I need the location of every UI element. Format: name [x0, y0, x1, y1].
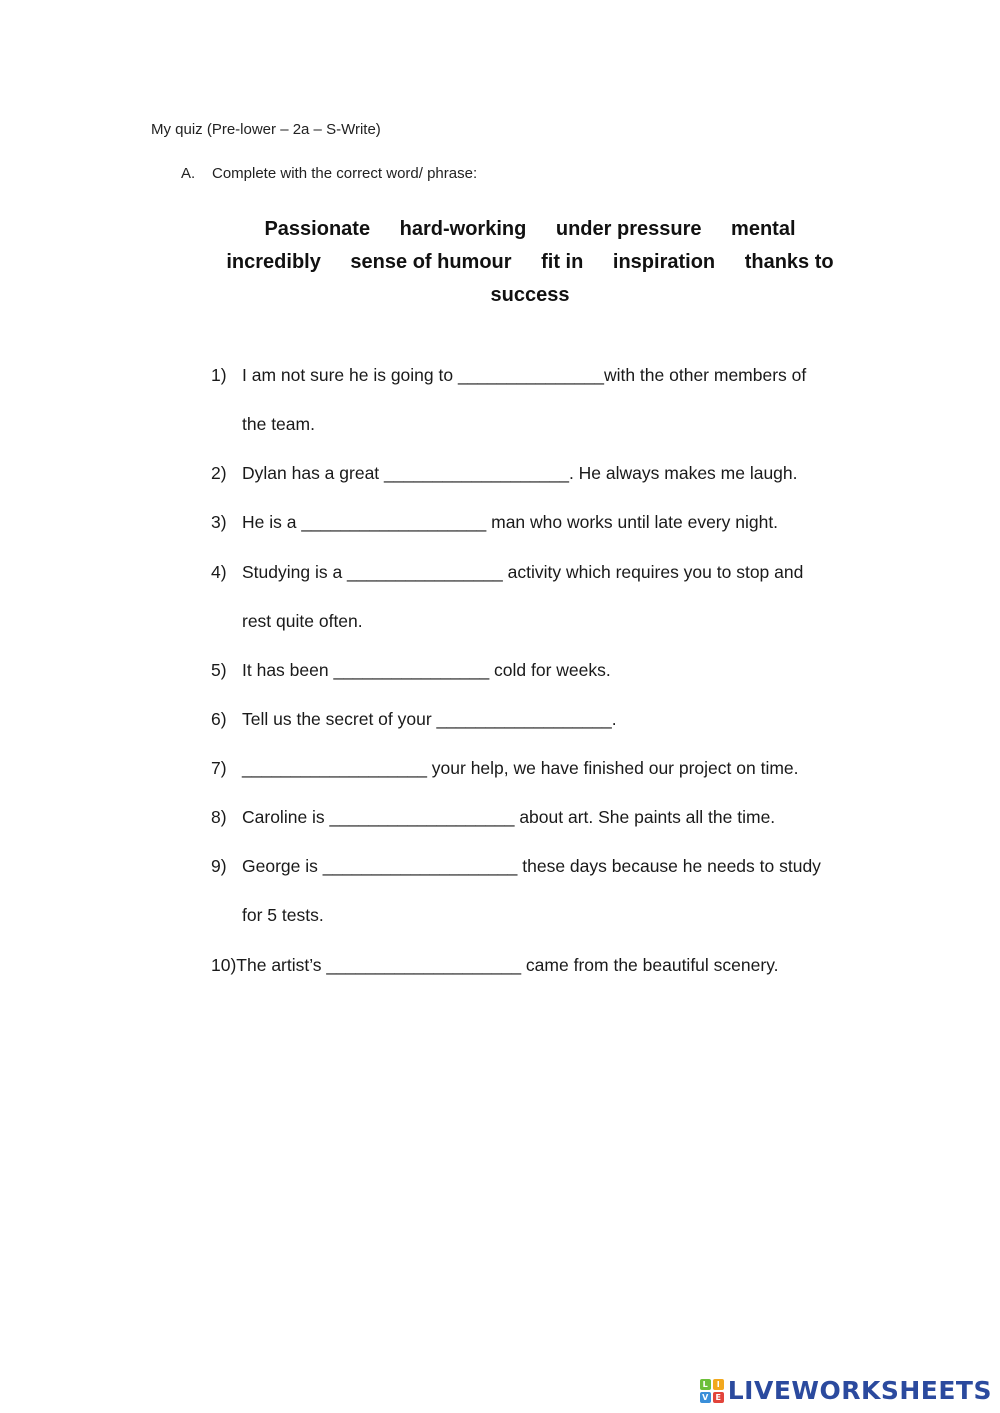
question-number: 7) — [211, 758, 227, 778]
question-10 — [211, 955, 851, 976]
logo-letter: E — [713, 1392, 724, 1403]
liveworksheets-logo — [700, 1376, 992, 1405]
logo-letter: V — [700, 1392, 711, 1403]
question-9 — [211, 856, 851, 877]
question-number: 2) — [211, 463, 227, 483]
word-bank-item: success — [490, 284, 570, 306]
logo-letter: L — [700, 1379, 711, 1390]
question-number: 10) — [211, 955, 237, 975]
word-bank-item: thanks to — [744, 251, 834, 273]
word-bank-item: incredibly — [226, 251, 321, 273]
question-text: It has been ________________ cold for weeks. — [242, 660, 611, 680]
question-number: 9) — [211, 856, 227, 876]
word-bank-item: inspiration — [612, 251, 716, 273]
word-bank-item: under pressure — [555, 218, 702, 240]
document-title: My quiz (Pre-lower – 2a – S-Write) — [151, 121, 381, 138]
word-bank-item: Passionate — [264, 218, 371, 240]
question-text: George is ____________________ these days because he needs to study — [242, 856, 821, 876]
question-9-continuation: for 5 tests. — [242, 905, 324, 925]
question-text: ___________________ your help, we have finished our project on time. — [242, 758, 799, 778]
question-number: 8) — [211, 807, 227, 827]
question-number: 3) — [211, 512, 227, 532]
question-text: Caroline is ___________________ about art. She paints all the time. — [242, 807, 776, 827]
question-1-continuation: the team. — [242, 414, 315, 434]
section-instruction: Complete with the correct word/ phrase: — [212, 165, 478, 182]
question-text: Dylan has a great ___________________. He always makes me laugh. — [242, 463, 798, 483]
word-bank-row-1 — [200, 213, 860, 246]
question-number: 1) — [211, 365, 227, 385]
question-number: 5) — [211, 660, 227, 680]
logo-letter: I — [713, 1379, 724, 1390]
word-bank-item: hard-working — [399, 218, 527, 240]
question-5 — [211, 660, 851, 681]
question-text: The artist’s ____________________ came from the beautiful scenery. — [236, 955, 779, 975]
question-4 — [211, 562, 851, 583]
question-number: 6) — [211, 709, 227, 729]
question-text: Tell us the secret of your __________________. — [242, 709, 617, 729]
word-bank-item: sense of humour — [350, 251, 512, 273]
question-1 — [211, 365, 851, 386]
question-number: 4) — [211, 562, 227, 582]
section-a-heading — [181, 165, 477, 182]
question-2 — [211, 463, 851, 484]
question-text: Studying is a ________________ activity which requires you to stop and — [242, 562, 804, 582]
question-4-continuation: rest quite often. — [242, 611, 363, 631]
word-bank-item: fit in — [541, 251, 584, 273]
question-6 — [211, 709, 851, 730]
word-bank-item: mental — [731, 218, 796, 240]
question-3 — [211, 512, 851, 533]
section-letter: A. — [181, 165, 196, 182]
word-bank-row-3 — [200, 279, 860, 312]
word-bank — [200, 213, 860, 312]
logo-text: LIVEWORKSHEETS — [727, 1376, 992, 1405]
question-7 — [211, 758, 851, 779]
logo-mark-icon — [700, 1379, 724, 1403]
question-text: I am not sure he is going to _______________with the other members of — [242, 365, 807, 385]
word-bank-row-2 — [200, 246, 860, 279]
question-8 — [211, 807, 851, 828]
question-text: He is a ___________________ man who works until late every night. — [242, 512, 779, 532]
